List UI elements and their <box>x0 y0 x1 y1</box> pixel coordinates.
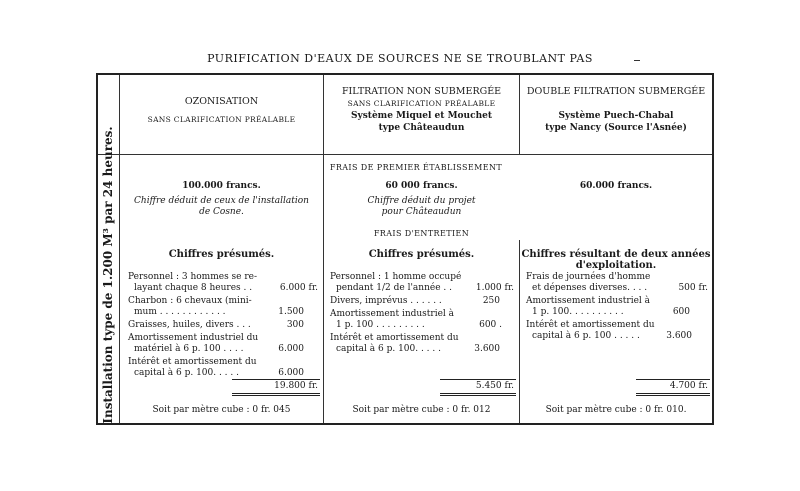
cost-line: capital à 6 p. 100. . . . . <box>134 368 239 378</box>
first-cost-double <box>520 181 712 192</box>
first-cost-filtration <box>324 181 519 218</box>
total-rule <box>232 393 320 394</box>
cost-line: capital à 6 p. 100. . . . . <box>336 344 441 354</box>
cost-line: capital à 6 p. 100 . . . . . <box>532 331 640 341</box>
estimate-heading-2: Chiffres présumés. <box>368 249 475 260</box>
total-amount: 19.800 fr. <box>274 381 318 391</box>
cost-line: pendant 1/2 de l'année . . <box>336 283 452 293</box>
cost-line: Intérêt et amortissement du <box>128 357 257 367</box>
header-double-filtration <box>520 86 712 134</box>
cost-line: 1 p. 100 . . . . . . . . . <box>336 320 425 330</box>
total-amount: 4.700 fr. <box>669 381 708 391</box>
cost-amount: 300 <box>286 320 304 330</box>
header-type: type Nancy (Source l'Asnée) <box>545 123 687 133</box>
cost-amount: 6.000 fr. <box>279 283 318 293</box>
first-amount: 60.000 francs. <box>579 181 653 191</box>
cost-line: Frais de journées d'homme <box>526 272 651 282</box>
first-amount: 60 000 francs. <box>385 181 458 191</box>
cost-line: Amortissement industriel du <box>128 333 259 343</box>
cost-amount: 6.000 <box>278 344 304 354</box>
header-subtitle: SANS CLARIFICATION PRÉALABLE <box>147 115 296 124</box>
cost-amount: 6.000 <box>278 368 304 378</box>
cost-amount: 1.500 <box>278 307 304 317</box>
cost-amount: 1.000 fr. <box>475 283 514 293</box>
cost-line: Graisses, huiles, divers . . . <box>128 320 251 330</box>
cost-line: Intérêt et amortissement du <box>526 320 655 330</box>
total-rule <box>636 379 710 380</box>
header-filtration <box>324 86 519 134</box>
band-first-establishment: FRAIS DE PREMIER ÉTABLISSEMENT <box>329 163 503 172</box>
header-subtitle: SANS CLARIFICATION PRÉALABLE <box>347 99 496 108</box>
cost-line: Amortissement industriel à <box>526 296 651 306</box>
total-rule <box>232 379 320 380</box>
side-label: Installation type de 1.200 M³ par 24 heures. <box>101 126 115 424</box>
header-ozonisation <box>120 96 323 126</box>
estimate-heading-1: Chiffres présumés. <box>168 249 275 260</box>
per-cube-cost: Soit par mètre cube : 0 fr. 012 <box>352 405 491 415</box>
cost-line: Divers, imprévus . . . . . . <box>330 296 442 306</box>
header-system: Système Miquel et Mouchet <box>351 111 492 121</box>
cost-amount: 600 . <box>479 320 502 330</box>
cost-amount: 3.600 <box>474 344 500 354</box>
total-rule <box>440 395 516 396</box>
page-title: PURIFICATION D'EAUX DE SOURCES NE SE TROUBLANT PAS <box>207 52 593 65</box>
total-rule <box>636 393 710 394</box>
total-amount: 5.450 fr. <box>475 381 514 391</box>
total-rule <box>440 379 516 380</box>
estimate-heading-3 <box>520 249 712 271</box>
header-system: Système Puech-Chabal <box>558 111 674 121</box>
cost-line: Personnel : 1 homme occupé <box>330 272 462 282</box>
cost-line: 1 p. 100. . . . . . . . . . <box>532 307 624 317</box>
first-note: Chiffre déduit de ceux de l'installation <box>134 196 309 206</box>
cost-line: Intérêt et amortissement du <box>330 333 459 343</box>
cost-line: Personnel : 3 hommes se re- <box>128 272 258 282</box>
header-title: FILTRATION NON SUBMERGÉE <box>341 86 502 97</box>
header-rule <box>98 154 712 155</box>
total-rule <box>440 393 516 394</box>
band-maintenance: FRAIS D'ENTRETIEN <box>373 229 470 238</box>
header-title: DOUBLE FILTRATION SUBMERGÉE <box>526 86 706 97</box>
estimate-heading-line: Chiffres résultant de deux années <box>521 249 711 260</box>
estimate-heading-line: d'exploitation. <box>575 260 657 271</box>
cost-line: Charbon : 6 chevaux (mini- <box>128 296 252 306</box>
cost-line: matériel à 6 p. 100 . . . . <box>134 344 244 354</box>
per-cube-cost: Soit par mètre cube : 0 fr. 010. <box>545 405 687 415</box>
stray-mark <box>634 60 640 61</box>
first-note: pour Châteaudun <box>381 207 462 217</box>
per-cube-cost: Soit par mètre cube : 0 fr. 045 <box>152 405 291 415</box>
header-title: OZONISATION <box>184 96 259 107</box>
header-subtitle <box>520 98 712 110</box>
header-type: type Châteaudun <box>378 123 465 133</box>
cost-line: layant chaque 8 heures . . <box>134 283 253 293</box>
cost-amount: 500 fr. <box>678 283 708 293</box>
first-cost-ozonisation <box>120 181 323 218</box>
first-amount: 100.000 francs. <box>182 181 261 191</box>
cost-line: Amortissement industriel à <box>330 309 455 319</box>
cost-amount: 600 <box>672 307 690 317</box>
cost-amount: 3.600 <box>666 331 692 341</box>
cost-amount: 250 <box>482 296 500 306</box>
first-note: de Cosne. <box>199 207 244 217</box>
cost-line: mum . . . . . . . . . . . . <box>134 307 226 317</box>
first-note: Chiffre déduit du projet <box>367 196 476 206</box>
total-rule <box>232 395 320 396</box>
cost-line: et dépenses diverses. . . . <box>532 283 648 293</box>
total-rule <box>636 395 710 396</box>
